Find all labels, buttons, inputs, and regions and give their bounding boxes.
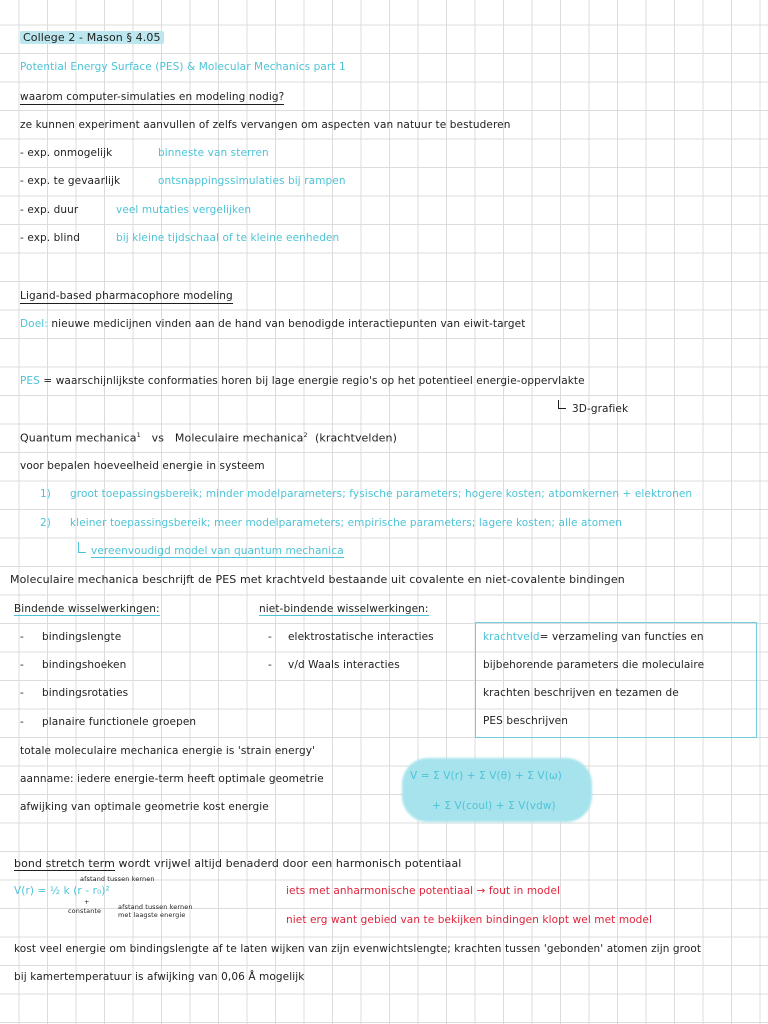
pes-definition (20, 374, 585, 388)
nonbonding-item: elektrostatische interacties (288, 631, 434, 643)
bond-heading-rest: wordt vrijwel altijd benaderd door een harmonisch potentiaal (118, 857, 462, 870)
formula-annotation: met laagste energie (118, 911, 186, 919)
mm-deviation: afwijking van optimale geometrie kost energie (20, 801, 269, 813)
krachtveld-line: krachten beschrijven en tezamen de (483, 687, 679, 699)
formula-annotation: afstand tussen kernen (80, 875, 155, 883)
corner-arrow-icon (78, 542, 86, 553)
doel-text: nieuwe medicijnen vinden aan de hand van benodigde interactiepunten van eiwit-target (51, 318, 526, 330)
mechanics-point-text: kleiner toepassingsbereik; meer modelparameters; empirische parameters; lagere kosten; alle atomen (70, 517, 622, 529)
vs-label: vs (151, 431, 165, 445)
mechanics-point-num: 1) (40, 488, 51, 500)
intro-item-note: veel mutaties vergelijken (116, 204, 252, 216)
ligand-doel (20, 317, 525, 331)
intro-statement: ze kunnen experiment aanvullen of zelfs vervangen om aspecten van natuur te bestuderen (20, 119, 511, 131)
bonding-item: planaire functionele groepen (42, 716, 197, 728)
bonding-item: bindingsrotaties (42, 687, 129, 699)
pes-label: PES (20, 375, 40, 387)
bonding-bullet: - (20, 631, 24, 643)
mechanics-purpose: voor bepalen hoeveelheid energie in systeem (20, 460, 265, 472)
nonbonding-item: v/d Waals interacties (288, 659, 400, 671)
mm-label: Moleculaire mechanica (174, 431, 304, 445)
intro-item-label: - exp. blind (20, 232, 80, 244)
energy-formula-line2: + Σ V(coul) + Σ V(vdw) (432, 800, 556, 812)
bond-heading (14, 857, 461, 871)
nonbonding-heading: niet-bindende wisselwerkingen: (259, 603, 429, 615)
page-subtitle: Potential Energy Surface (PES) & Molecular Mechanics part 1 (20, 61, 346, 73)
intro-item-note: binneste van sterren (158, 147, 269, 159)
intro-item-note: bij kleine tijdschaal of te kleine eenheden (116, 232, 340, 244)
bond-note-red: iets met anharmonische potentiaal → fout in model (286, 885, 561, 897)
arrow-icon (558, 400, 566, 409)
qm-sup: 1 (136, 431, 141, 439)
pes-text: = waarschijnlijkste conformaties horen bij lage energie regio's op het potentieel energie-oppervlakte (43, 375, 585, 387)
bonding-heading: Bindende wisselwerkingen: (14, 603, 160, 615)
bonding-bullet: - (20, 687, 24, 699)
mechanics-point-num: 2) (40, 517, 51, 529)
intro-item-label: - exp. duur (20, 204, 79, 216)
krachtveld-def: = verzameling van functies en (539, 631, 704, 643)
intro-item-label: - exp. onmogelijk (20, 147, 113, 159)
mechanics-point-text: groot toepassingsbereik; minder modelparameters; fysische parameters; hogere kosten; atoomkernen + elektronen (70, 488, 693, 500)
intro-question: waarom computer-simulaties en modeling nodig? (20, 91, 285, 103)
mechanics-simplified: vereenvoudigd model van quantum mechanica (91, 545, 344, 557)
bond-formula: V(r) = ½ k (r - r₀)² (14, 885, 110, 897)
krachtveld-line (483, 630, 704, 644)
nonbonding-bullet: - (268, 631, 272, 643)
bonding-bullet: - (20, 659, 24, 671)
krachtveld-line: PES beschrijven (483, 715, 568, 727)
bonding-item: bindingslengte (42, 631, 122, 643)
formula-annotation: + (84, 898, 90, 906)
formula-annotation: constante (68, 907, 102, 915)
mm-statement: Moleculaire mechanica beschrijft de PES met krachtveld bestaande uit covalente en niet-covalente bindingen (10, 573, 625, 586)
bonding-bullet: - (20, 716, 24, 728)
pes-note: 3D-grafiek (572, 403, 629, 415)
kracht-label: (krachtvelden) (314, 431, 397, 445)
bonding-item: bindingshoeken (42, 659, 127, 671)
intro-item-label: - exp. te gevaarlijk (20, 175, 121, 187)
formula-annotation: afstand tussen kernen (118, 903, 193, 911)
intro-item-note: ontsnappingssimulaties bij rampen (158, 175, 346, 187)
mm-sup: 2 (303, 431, 308, 439)
bond-note-red: niet erg want gebied van te bekijken bindingen klopt wel met model (286, 914, 653, 926)
bond-line: bij kamertemperatuur is afwijking van 0,06 Å mogelijk (14, 971, 305, 983)
ligand-heading: Ligand-based pharmacophore modeling (20, 290, 233, 302)
energy-formula-line1: V = Σ V(r) + Σ V(θ) + Σ V(ω) (410, 770, 562, 782)
page-title: College 2 - Mason § 4.05 (20, 31, 164, 45)
bond-heading-term: bond stretch term (14, 857, 115, 870)
qm-vs-mm (20, 431, 397, 446)
qm-label: Quantum mechanica (20, 431, 137, 445)
mm-assumption: aanname: iedere energie-term heeft optimale geometrie (20, 773, 324, 785)
krachtveld-term: krachtveld (483, 631, 540, 643)
doel-label: Doel: (20, 318, 48, 330)
bond-line: kost veel energie om bindingslengte af te laten wijken van zijn evenwichtslengte; krachten tussen 'gebonden' atomen zijn groot (14, 943, 702, 955)
krachtveld-line: bijbehorende parameters die moleculaire (483, 659, 705, 671)
mm-total: totale moleculaire mechanica energie is 'strain energy' (20, 745, 316, 757)
nonbonding-bullet: - (268, 659, 272, 671)
